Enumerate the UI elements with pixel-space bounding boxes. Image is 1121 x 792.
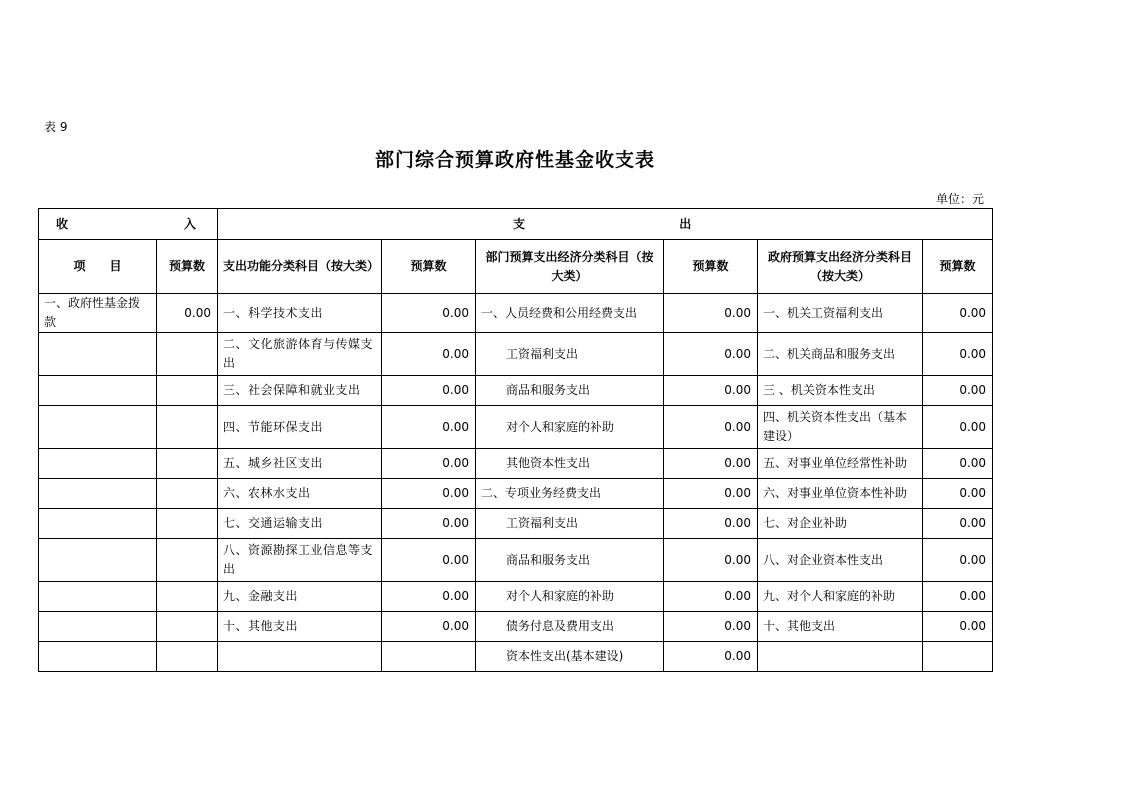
column-header-row	[39, 240, 993, 294]
header-function-class: 支出功能分类科目（按大类）	[218, 240, 382, 294]
income-item-cell	[39, 449, 157, 479]
dept-amount-cell: 0.00	[664, 333, 758, 376]
income-amount-cell	[157, 642, 218, 672]
header-item: 项 目	[39, 240, 157, 294]
table-number-label: 表 9	[44, 120, 68, 134]
income-amount-cell	[157, 479, 218, 509]
function-class-cell: 七、交通运输支出	[218, 509, 382, 539]
header-budget-function: 预算数	[382, 240, 476, 294]
dept-amount-cell: 0.00	[664, 582, 758, 612]
expense-section-header	[218, 209, 993, 240]
dept-econ-cell: 工资福利支出	[476, 509, 664, 539]
table-row	[39, 376, 993, 406]
expense-label-left: 支	[513, 216, 526, 231]
table-row	[39, 333, 993, 376]
dept-amount-cell: 0.00	[664, 509, 758, 539]
header-budget-dept: 预算数	[664, 240, 758, 294]
table-row	[39, 479, 993, 509]
header-budget-income: 预算数	[157, 240, 218, 294]
data-rows	[39, 294, 993, 672]
table-row	[39, 612, 993, 642]
header-gov-econ-class: 政府预算支出经济分类科目（按大类）	[758, 240, 923, 294]
dept-amount-cell: 0.00	[664, 376, 758, 406]
income-item-cell	[39, 406, 157, 449]
budget-table	[38, 208, 993, 672]
header-budget-gov: 预算数	[923, 240, 993, 294]
gov-econ-cell: 二、机关商品和服务支出	[758, 333, 923, 376]
function-class-cell: 六、农林水支出	[218, 479, 382, 509]
income-item-cell	[39, 376, 157, 406]
function-amount-cell: 0.00	[382, 376, 476, 406]
income-item-cell	[39, 509, 157, 539]
dept-amount-cell: 0.00	[664, 449, 758, 479]
table-row	[39, 582, 993, 612]
function-class-cell: 五、城乡社区支出	[218, 449, 382, 479]
dept-amount-cell: 0.00	[664, 612, 758, 642]
gov-amount-cell: 0.00	[923, 582, 993, 612]
gov-econ-cell: 三 、机关资本性支出	[758, 376, 923, 406]
gov-econ-cell: 十、其他支出	[758, 612, 923, 642]
gov-econ-cell	[758, 642, 923, 672]
income-amount-cell	[157, 376, 218, 406]
function-amount-cell: 0.00	[382, 479, 476, 509]
function-class-cell: 八、资源勘探工业信息等支出	[218, 539, 382, 582]
expense-label-right: 出	[679, 216, 692, 231]
gov-econ-cell: 四、机关资本性支出（基本建设）	[758, 406, 923, 449]
gov-amount-cell: 0.00	[923, 376, 993, 406]
function-amount-cell: 0.00	[382, 294, 476, 333]
gov-econ-cell: 五、对事业单位经常性补助	[758, 449, 923, 479]
income-item-cell	[39, 479, 157, 509]
income-amount-cell	[157, 612, 218, 642]
dept-amount-cell: 0.00	[664, 294, 758, 333]
function-class-cell: 四、节能环保支出	[218, 406, 382, 449]
income-amount-cell	[157, 509, 218, 539]
income-item-cell	[39, 582, 157, 612]
dept-amount-cell: 0.00	[664, 539, 758, 582]
gov-amount-cell: 0.00	[923, 479, 993, 509]
function-amount-cell: 0.00	[382, 582, 476, 612]
gov-amount-cell: 0.00	[923, 406, 993, 449]
function-class-cell: 二、文化旅游体育与传媒支出	[218, 333, 382, 376]
function-class-cell: 九、金融支出	[218, 582, 382, 612]
gov-econ-cell: 七、对企业补助	[758, 509, 923, 539]
gov-econ-cell: 八、对企业资本性支出	[758, 539, 923, 582]
dept-amount-cell: 0.00	[664, 642, 758, 672]
dept-amount-cell: 0.00	[664, 479, 758, 509]
function-amount-cell: 0.00	[382, 539, 476, 582]
table-row	[39, 539, 993, 582]
function-amount-cell: 0.00	[382, 612, 476, 642]
function-class-cell: 三、社会保障和就业支出	[218, 376, 382, 406]
income-item-cell	[39, 612, 157, 642]
dept-econ-cell: 对个人和家庭的补助	[476, 582, 664, 612]
income-label-right: 入	[183, 216, 196, 231]
page-title: 部门综合预算政府性基金收支表	[374, 149, 655, 171]
function-class-cell	[218, 642, 382, 672]
table-row	[39, 449, 993, 479]
dept-econ-cell: 其他资本性支出	[476, 449, 664, 479]
table-row	[39, 406, 993, 449]
table-row	[39, 642, 993, 672]
dept-econ-cell: 一、人员经费和公用经费支出	[476, 294, 664, 333]
income-item-cell	[39, 539, 157, 582]
income-amount-cell	[157, 449, 218, 479]
header-dept-econ-class: 部门预算支出经济分类科目（按大类）	[476, 240, 664, 294]
dept-econ-cell: 商品和服务支出	[476, 539, 664, 582]
function-class-cell: 一、科学技术支出	[218, 294, 382, 333]
dept-amount-cell: 0.00	[664, 406, 758, 449]
function-amount-cell: 0.00	[382, 406, 476, 449]
income-item-cell: 一、政府性基金拨款	[39, 294, 157, 333]
dept-econ-cell: 资本性支出(基本建设)	[476, 642, 664, 672]
gov-amount-cell: 0.00	[923, 294, 993, 333]
gov-amount-cell: 0.00	[923, 612, 993, 642]
dept-econ-cell: 二、专项业务经费支出	[476, 479, 664, 509]
gov-amount-cell: 0.00	[923, 539, 993, 582]
income-amount-cell: 0.00	[157, 294, 218, 333]
income-amount-cell	[157, 539, 218, 582]
gov-amount-cell: 0.00	[923, 449, 993, 479]
dept-econ-cell: 对个人和家庭的补助	[476, 406, 664, 449]
dept-econ-cell: 工资福利支出	[476, 333, 664, 376]
function-amount-cell: 0.00	[382, 509, 476, 539]
function-class-cell: 十、其他支出	[218, 612, 382, 642]
income-amount-cell	[157, 333, 218, 376]
function-amount-cell	[382, 642, 476, 672]
function-amount-cell: 0.00	[382, 449, 476, 479]
gov-amount-cell	[923, 642, 993, 672]
gov-amount-cell: 0.00	[923, 509, 993, 539]
dept-econ-cell: 债务付息及费用支出	[476, 612, 664, 642]
unit-label: 单位：元	[936, 192, 985, 206]
gov-econ-cell: 九、对个人和家庭的补助	[758, 582, 923, 612]
section-header-row	[39, 209, 993, 240]
function-amount-cell: 0.00	[382, 333, 476, 376]
gov-econ-cell: 一、机关工资福利支出	[758, 294, 923, 333]
income-amount-cell	[157, 406, 218, 449]
gov-amount-cell: 0.00	[923, 333, 993, 376]
income-section-header	[39, 209, 218, 240]
dept-econ-cell: 商品和服务支出	[476, 376, 664, 406]
table-row	[39, 294, 993, 333]
income-label-left: 收	[56, 216, 69, 231]
gov-econ-cell: 六、对事业单位资本性补助	[758, 479, 923, 509]
income-item-cell	[39, 333, 157, 376]
income-amount-cell	[157, 582, 218, 612]
income-item-cell	[39, 642, 157, 672]
table-row	[39, 509, 993, 539]
